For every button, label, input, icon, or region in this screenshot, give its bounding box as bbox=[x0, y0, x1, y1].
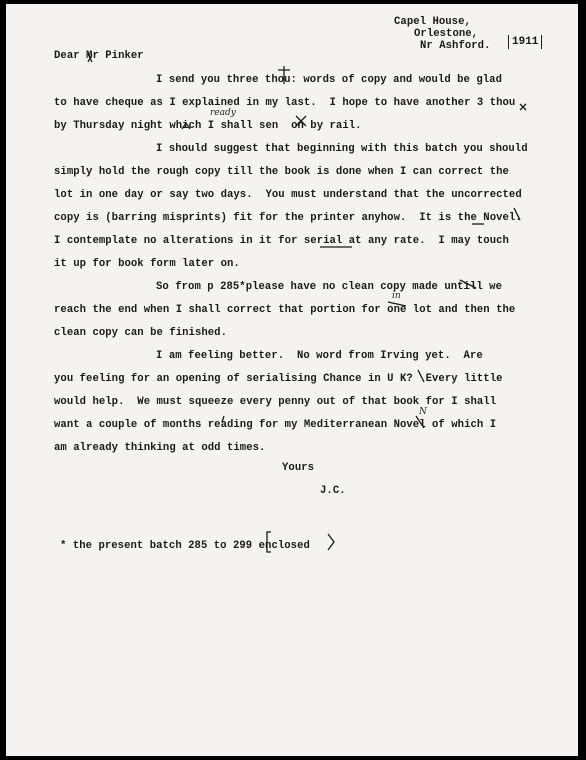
sent-correction-mark bbox=[296, 116, 306, 126]
handwritten-ready: ready bbox=[210, 108, 236, 118]
address-line-3: Nr Ashford. bbox=[420, 40, 491, 52]
para3-line2: reach the end when I shall correct that portion for one lot and then the bbox=[54, 304, 516, 316]
novel-correction-mark bbox=[514, 208, 520, 220]
para4-line2: you feeling for an opening of serialising Chance in U K? Every little bbox=[54, 373, 503, 385]
mediterranean-novel-mark bbox=[416, 416, 424, 428]
para2-line5: I contemplate no alterations in it for serial at any rate. I may touch bbox=[54, 235, 509, 247]
para1-line3: by Thursday night which I shall sen on by rail. bbox=[54, 120, 362, 132]
para2-line2: simply hold the rough copy till the book is done when I can correct the bbox=[54, 166, 509, 178]
letter-page bbox=[6, 4, 578, 756]
months-apostrophe-mark bbox=[222, 416, 224, 422]
for-strike-mark bbox=[388, 302, 406, 306]
para2-line4: copy is (barring misprints) fit for the printer anyhow. It is the Novel. bbox=[54, 212, 522, 224]
salutation: Dear Mr Pinker bbox=[54, 50, 144, 62]
enclosed-bracket-left bbox=[267, 532, 271, 552]
para2-line1: I should suggest that beginning with this batch you should bbox=[156, 143, 528, 155]
ink-annotations bbox=[6, 4, 578, 756]
thou-end-mark bbox=[520, 104, 526, 110]
until-correction-mark bbox=[460, 280, 476, 288]
para4-line1: I am feeling better. No word from Irving yet. Are bbox=[156, 350, 483, 362]
para4-line3: would help. We must squeeze every penny out of that book for I shall bbox=[54, 396, 497, 408]
address-line-2: Orlestone, bbox=[414, 28, 479, 40]
para1-line1: I send you three thou: words of copy and would be glad bbox=[156, 74, 502, 86]
para4-line5: am already thinking at odd times. bbox=[54, 442, 266, 454]
para2-line6: it up for book form later on. bbox=[54, 258, 240, 270]
signature: J.C. bbox=[320, 485, 346, 497]
para2-line3: lot in one day or say two days. You must understand that the uncorrected bbox=[54, 189, 522, 201]
handwritten-in: in bbox=[392, 291, 401, 301]
year-annotation: 1911 bbox=[508, 35, 542, 49]
enclosed-bracket-right bbox=[328, 534, 334, 550]
insert-caret-ready bbox=[182, 123, 190, 129]
address-line-1: Capel House, bbox=[394, 16, 471, 28]
uk-correction-mark bbox=[418, 370, 424, 382]
para4-line4: want a couple of months reading for my Mediterranean Novel of which I bbox=[54, 419, 497, 431]
para3-line1: So from p 285*please have no clean copy made untill we bbox=[156, 281, 502, 293]
para3-line3: clean copy can be finished. bbox=[54, 327, 227, 339]
closing: Yours bbox=[282, 462, 315, 474]
handwritten-N: N bbox=[419, 407, 427, 417]
mr-correction-mark bbox=[88, 54, 92, 62]
thou-correction-mark bbox=[278, 66, 290, 84]
footnote: * the present batch 285 to 299 enclosed bbox=[60, 540, 310, 552]
para1-line2: to have cheque as I explained in my last. I hope to have another 3 thou bbox=[54, 97, 516, 109]
